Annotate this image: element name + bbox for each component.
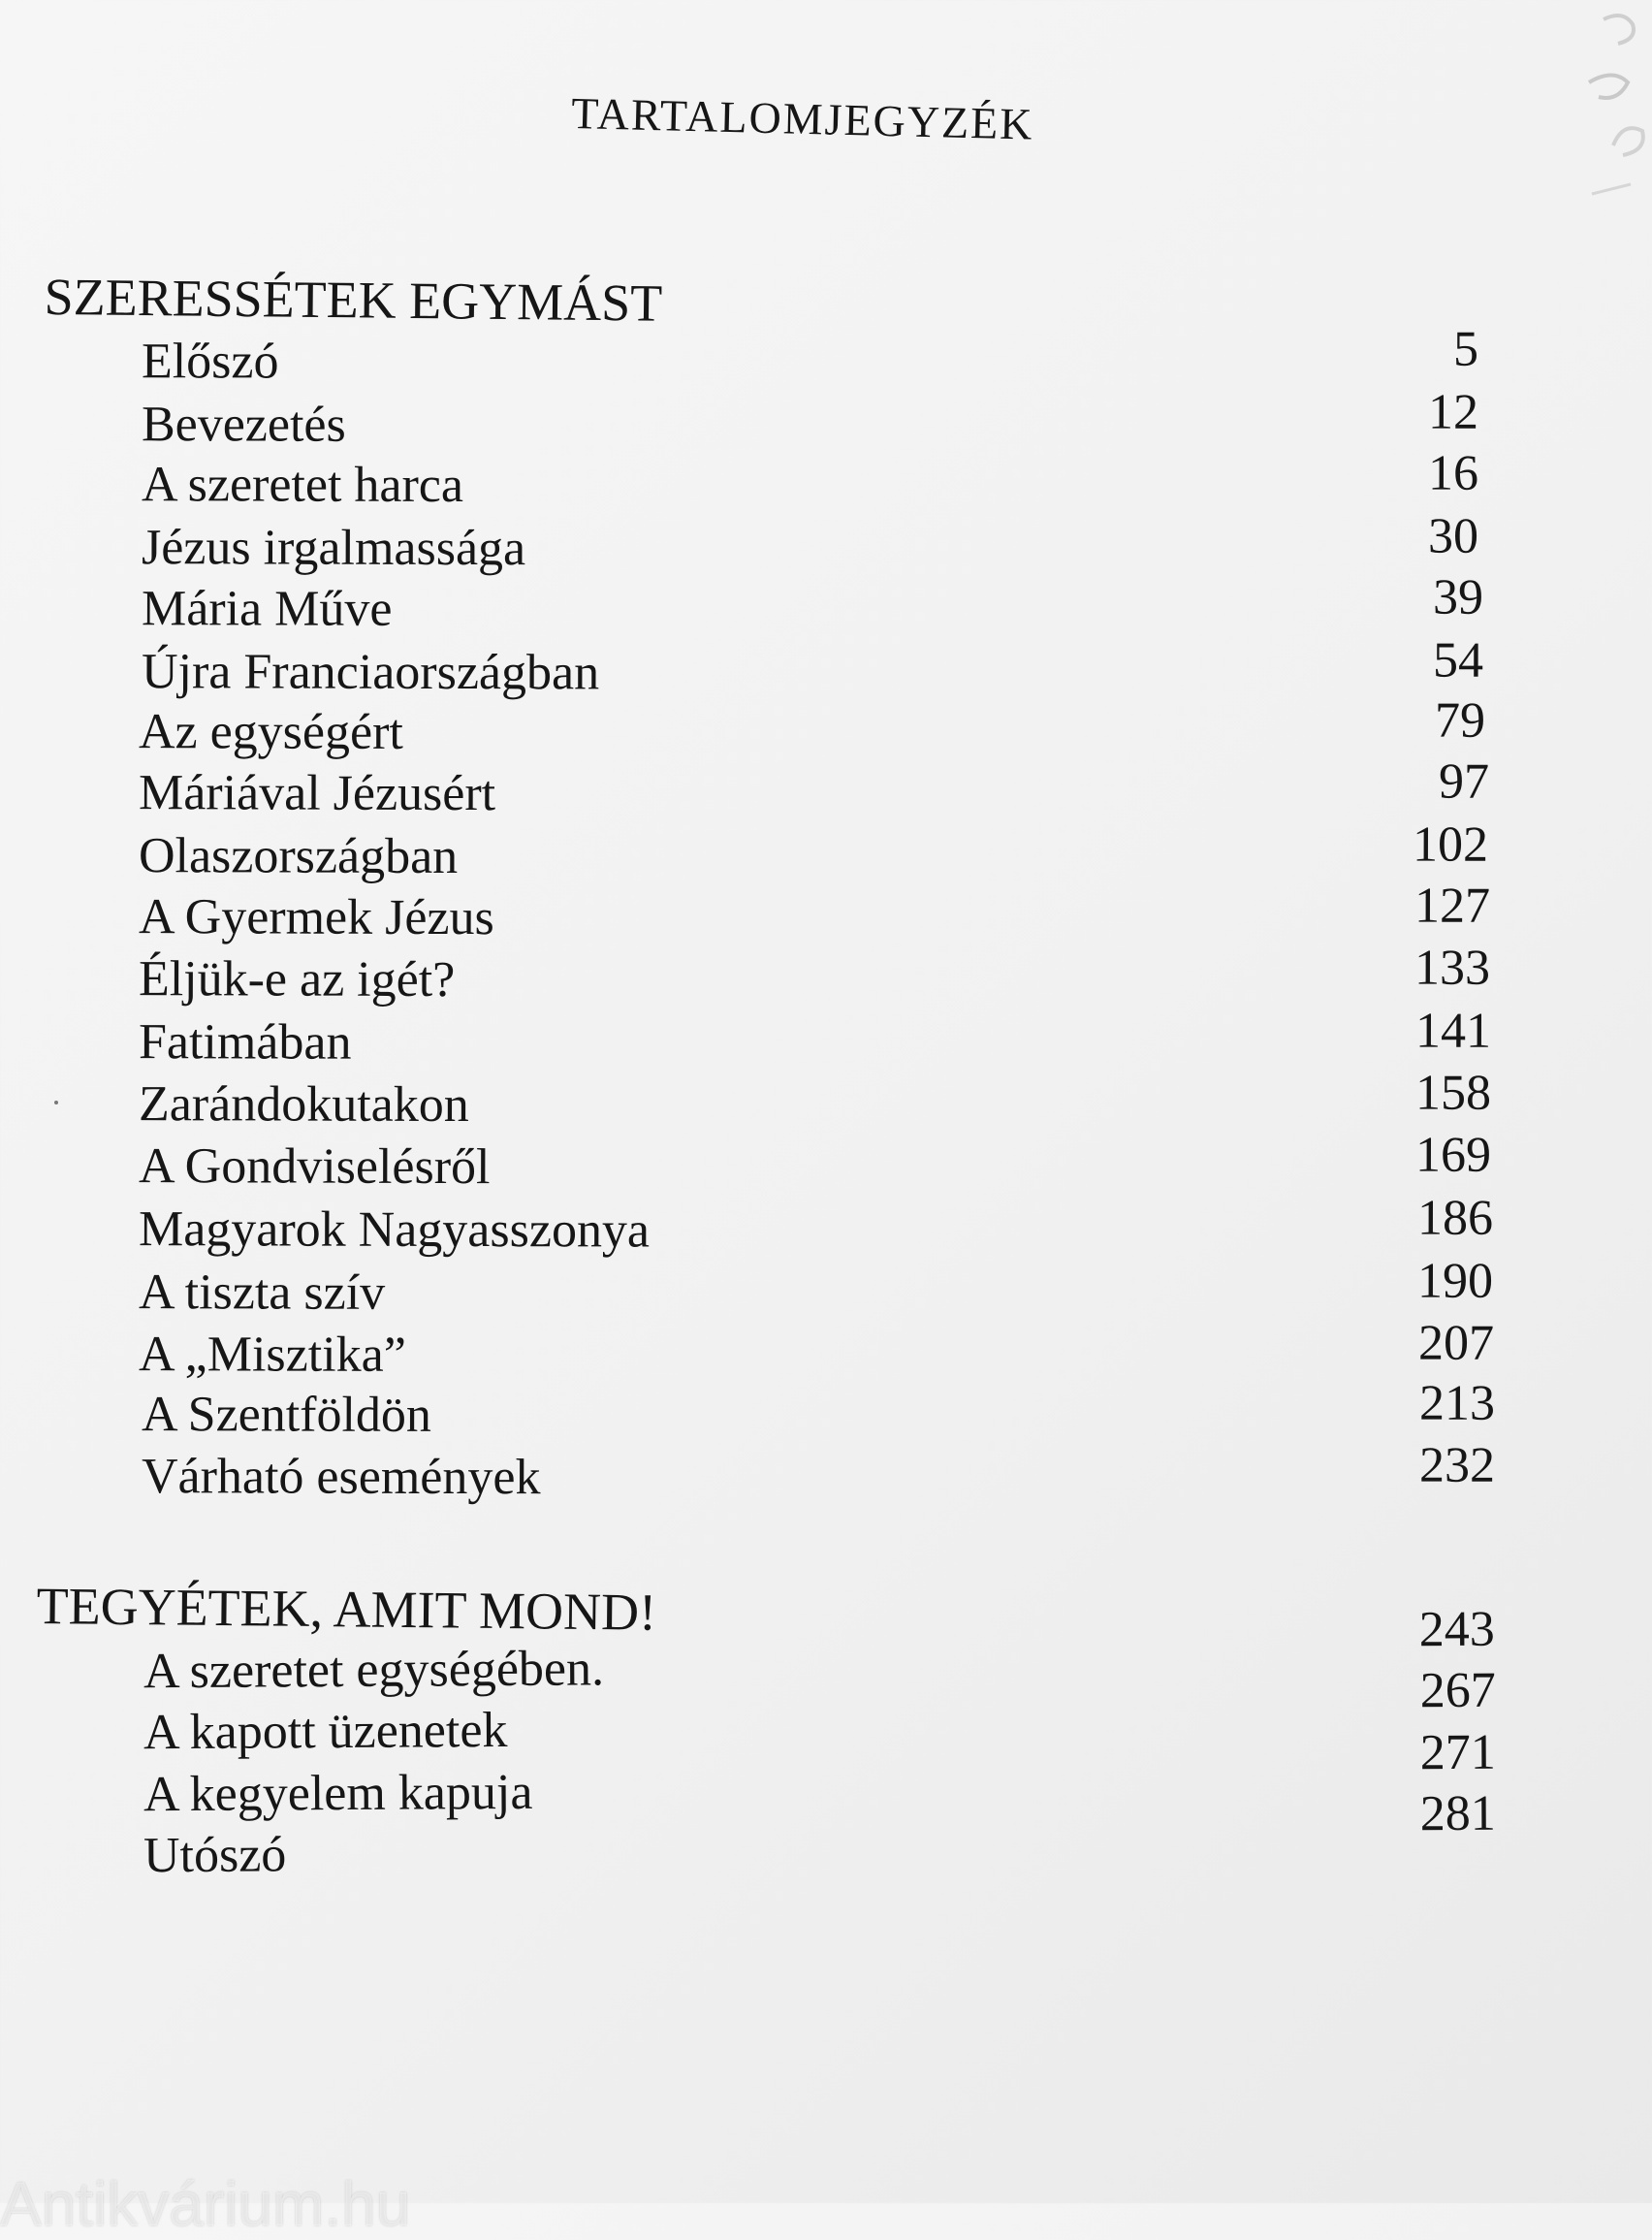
- dot-leader: [539, 478, 1365, 492]
- toc-entry-title: A Gondviselésről: [138, 1138, 491, 1196]
- toc-entry-title: A tiszta szív: [138, 1264, 386, 1321]
- toc-entry: [141, 1375, 1496, 1448]
- dot-leader: [469, 602, 1365, 616]
- toc-entry: [141, 569, 1484, 642]
- dot-leader: [386, 418, 1367, 432]
- dot-leader: [743, 1224, 1369, 1237]
- toc-entry-title: Mária Műve: [141, 581, 393, 637]
- toc-entry-title: Olaszországban: [138, 828, 459, 885]
- toc-entry-title: A Szentföldön: [141, 1387, 432, 1443]
- page-title: TARTALOMJEGYZÉK: [570, 87, 1035, 149]
- toc-entry-page-number: 186: [1416, 1190, 1494, 1246]
- toc-entry-title: Fatimában: [138, 1014, 352, 1071]
- dot-leader: [584, 1718, 1367, 1735]
- toc-entry-title: Éljük-e az igét?: [138, 951, 456, 1008]
- toc-entry: [138, 940, 1491, 1012]
- toc-entry-page-number: 158: [1414, 1065, 1492, 1121]
- section-title-1: SZERESSÉTEK EGYMÁST: [44, 267, 663, 333]
- dot-leader: [620, 1470, 1367, 1484]
- toc-entry-page-number: 39: [1432, 569, 1484, 625]
- toc-entry-title: A szeretet egységében.: [143, 1641, 605, 1700]
- watermark: Antikvárium.hu: [0, 2169, 411, 2239]
- toc-entry-title: Az egységért: [138, 704, 403, 760]
- toc-entry-title: A szeretet harca: [141, 457, 464, 514]
- toc-entry-title: Várható események: [141, 1449, 541, 1506]
- toc-entry-page-number: 5: [1452, 321, 1479, 377]
- toc-entry-title: A kegyelem kapuja: [143, 1764, 533, 1823]
- dot-leader: [548, 786, 1369, 800]
- toc-entry-page-number: 232: [1418, 1437, 1496, 1493]
- toc-entry-page-number: 127: [1414, 878, 1491, 934]
- toc-entry: [138, 753, 1490, 826]
- toc-entry-page-number: 213: [1418, 1375, 1496, 1431]
- toc-entry: [141, 632, 1484, 705]
- dot-leader: [519, 973, 1372, 986]
- dot-leader: [463, 725, 1372, 739]
- dot-leader: [501, 1408, 1369, 1422]
- dot-leader: [516, 849, 1372, 863]
- toc-entry: [138, 816, 1489, 889]
- toc-entry-page-number: 102: [1412, 816, 1489, 873]
- toc-entry-page-number: 281: [1419, 1785, 1496, 1842]
- dot-leader: [543, 1098, 1369, 1111]
- toc-entry-page-number: 243: [1418, 1601, 1495, 1658]
- dot-leader: [328, 1840, 1377, 1859]
- section-title-2: TEGYÉTEK, AMIT MOND!: [36, 1577, 657, 1642]
- toc-entry-page-number: 267: [1419, 1662, 1496, 1719]
- dot-leader: [619, 541, 1365, 555]
- toc-entry-page-number: 271: [1419, 1724, 1496, 1781]
- toc-entry-title: A kapott üzenetek: [143, 1702, 508, 1761]
- toc-entry: [138, 878, 1491, 950]
- toc-entry: [138, 1315, 1495, 1388]
- toc-entry: [138, 1190, 1494, 1263]
- toc-entry-page-number: 30: [1427, 508, 1479, 564]
- dot-leader: [575, 911, 1367, 924]
- toc-entry-page-number: 190: [1416, 1253, 1494, 1309]
- dot-leader: [700, 666, 1369, 680]
- toc-entry: [138, 692, 1486, 765]
- dot-leader: [320, 355, 1362, 369]
- dot-leader: [462, 1286, 1367, 1299]
- toc-entry-title: Magyarok Nagyasszonya: [138, 1201, 651, 1259]
- toc-entry: [138, 1253, 1494, 1326]
- toc-entry-page-number: 207: [1417, 1315, 1495, 1371]
- toc-entry: [138, 1065, 1492, 1137]
- dot-leader: [467, 1348, 1369, 1361]
- toc-entry-title: Utószó: [143, 1827, 287, 1884]
- toc-entry: [141, 1437, 1496, 1510]
- toc-entry-page-number: 12: [1427, 384, 1479, 440]
- dot-leader: [551, 1160, 1372, 1173]
- paper-speck: [54, 1101, 58, 1104]
- toc-entry: [141, 321, 1479, 395]
- toc-entry-title: A Gyermek Jézus: [138, 889, 494, 946]
- toc-entry: [141, 384, 1479, 458]
- toc-entry-page-number: 141: [1414, 1003, 1492, 1059]
- dot-leader: [619, 1780, 1372, 1797]
- toc-entry: [138, 1003, 1492, 1075]
- toc-entry: [141, 445, 1479, 518]
- toc-entry-title: Előszó: [141, 334, 279, 390]
- toc-entry-title: Zarándokutakon: [138, 1076, 469, 1134]
- toc-entry-title: A „Misztika”: [138, 1327, 406, 1383]
- pencil-scribble-icon: [1497, 0, 1652, 252]
- toc-entry-page-number: 54: [1432, 632, 1484, 688]
- toc-entry: [141, 508, 1479, 581]
- toc-entry-page-number: 97: [1438, 753, 1490, 810]
- toc-entry-page-number: 79: [1434, 692, 1486, 749]
- toc-entry-title: Bevezetés: [141, 397, 346, 453]
- toc-entry-title: Jézus irgalmassága: [141, 520, 526, 577]
- toc-entry-page-number: 16: [1427, 445, 1479, 501]
- dot-leader: [388, 1036, 1367, 1050]
- toc-entry-title: Újra Franciaországban: [141, 644, 600, 701]
- toc-entry-page-number: 169: [1414, 1127, 1492, 1183]
- toc-entry-title: Máriával Jézusért: [138, 765, 496, 822]
- toc-entry-page-number: 133: [1414, 940, 1491, 996]
- toc-entry: [138, 1127, 1492, 1200]
- dot-leader: [703, 1657, 1359, 1673]
